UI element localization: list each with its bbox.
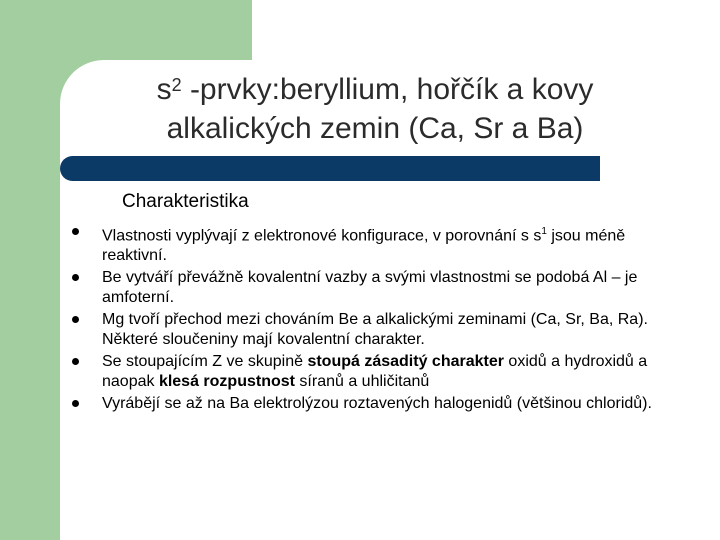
bullet-dot-icon bbox=[72, 400, 79, 407]
list-item bbox=[72, 222, 672, 265]
bullet-bold-text: klesá rozpustnost bbox=[158, 372, 295, 390]
title-underline-bar bbox=[60, 156, 600, 181]
bullet-list bbox=[72, 222, 672, 417]
bullet-text: Vlastnosti vyplývají z elektronové konfigurace, v porovnání s s bbox=[102, 227, 542, 245]
list-item bbox=[72, 268, 672, 307]
slide-title-line-2: alkalických zemin (Ca, Sr a Ba) bbox=[166, 112, 584, 145]
title-prefix: s bbox=[156, 73, 172, 106]
bullet-text: síranů a uhličitanů bbox=[294, 372, 430, 390]
list-item bbox=[72, 310, 672, 349]
title-line1-rest: -prvky:beryllium, hořčík a kovy bbox=[181, 73, 594, 106]
list-item bbox=[72, 352, 672, 391]
bullet-dot-icon bbox=[72, 358, 79, 365]
slide-title-line-1 bbox=[60, 70, 690, 109]
bullet-text: Se stoupajícím Z ve skupině bbox=[102, 353, 308, 371]
bullet-text: Vyrábějí se až na Ba elektrolýzou roztavených halogenidů (většinou chloridů). bbox=[102, 395, 652, 413]
bullet-text: oxidů a hydroxidů a naopak bbox=[102, 353, 648, 390]
bullet-dot-icon bbox=[72, 228, 79, 235]
bullet-superscript: 1 bbox=[541, 226, 547, 237]
bullet-bold-text: stoupá zásaditý charakter bbox=[307, 353, 504, 371]
title-superscript: 2 bbox=[171, 75, 182, 95]
bullet-text: Be vytváří převážně kovalentní vazby a svými vlastnostmi se podobá Al – je amfoterní. bbox=[102, 269, 638, 306]
slide-title bbox=[60, 70, 690, 148]
list-item bbox=[72, 394, 672, 414]
bullet-text: Mg tvoří přechod mezi chováním Be a alkalickými zeminami (Ca, Sr, Ba, Ra). Některé sloučeniny mají kovalentní charakter. bbox=[102, 311, 648, 348]
bullet-dot-icon bbox=[72, 316, 79, 323]
section-heading: Charakteristika bbox=[122, 191, 249, 212]
bullet-text: jsou méně reaktivní. bbox=[102, 227, 626, 264]
bullet-dot-icon bbox=[72, 274, 79, 281]
